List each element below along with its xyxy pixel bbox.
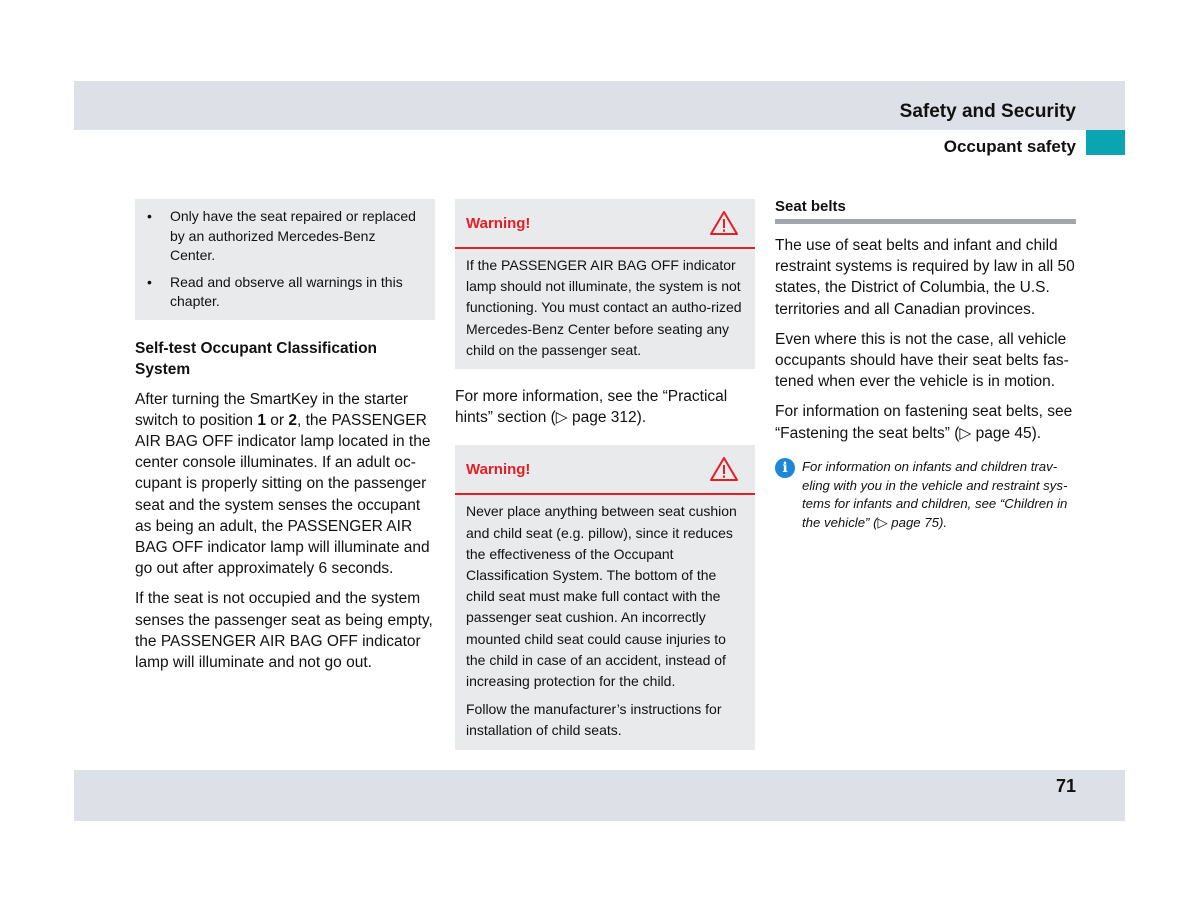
self-test-heading: Self-test Occupant Classification System [135, 339, 378, 378]
heading-rule [775, 219, 1076, 224]
column-3 [775, 199, 1076, 533]
seat-belt-motion-paragraph: Even where this is not the case, all vehicle occupants should have their seat belts fas-tened when ever the vehicle is in motion. [775, 330, 1069, 391]
section-title: Safety and Security [899, 101, 1076, 122]
warning-header [455, 199, 755, 249]
warning-header [455, 445, 755, 495]
warning-triangle-icon [709, 456, 739, 482]
info-note-text: For information on infants and children trav-eling with you in the vehicle and restraint sys-tems for infants and children, see “Children in the vehicle” (▷ page 75). [802, 458, 1068, 531]
warning-box [455, 445, 755, 749]
bullet-box [135, 199, 435, 320]
chapter-tab [1086, 130, 1125, 155]
bullet-text: Only have the seat repaired or replaced by an authorized Mercedes-Benz Center. [170, 208, 416, 263]
warning-body [455, 249, 755, 369]
warning-body [455, 495, 755, 749]
warning-box [455, 199, 755, 369]
warning-title: Warning! [466, 461, 531, 479]
bullet-dot: • [147, 208, 152, 224]
warning-title: Warning! [466, 215, 531, 232]
warning-text: Never place anything between seat cushion and child seat (e.g. pillow), since it reduces the effectiveness of the Occupant Classification System. The bottom of the child seat must make full contact with the passenger seat cushion. An incorrectly mounted child seat could cause injuries to the child in case of an accident, instead of increasing protection for the child. [466, 503, 737, 690]
info-note [775, 458, 1076, 533]
bullet-item [145, 273, 423, 312]
page-number: 71 [1055, 776, 1076, 796]
self-test-paragraph: After turning the SmartKey in the starter switch to position 1 or 2, the PASSENGER AIR BAG OFF indicator lamp located in the center console illuminates. If an adult oc-cupant is properly sitting on the passenger seat and the system senses the occupant as being an adult, the PASSENGER AIR BAG OFF indicator lamp will illuminate and go out after approximately 6 seconds. [135, 390, 431, 578]
seat-belt-law-paragraph: The use of seat belts and infant and child restraint systems is required by law in all 50 states, the District of Columbia, the U.S. territories and all Canadian provinces. [775, 237, 1075, 318]
info-icon: i [775, 458, 795, 478]
warning-text: Follow the manufacturer’s instructions for installation of child seats. [466, 701, 722, 739]
footer-band [74, 770, 1125, 821]
bullet-text: Read and observe all warnings in this chapter. [170, 273, 403, 309]
column-1 [135, 199, 435, 673]
empty-seat-paragraph: If the seat is not occupied and the system senses the passenger seat as being empty, the PASSENGER AIR BAG OFF indicator lamp will illuminate and not go out. [135, 590, 433, 671]
bullet-dot: • [147, 273, 152, 290]
subsection-title: Occupant safety [943, 137, 1076, 156]
warning-triangle-icon [709, 210, 739, 236]
fastening-paragraph: For information on fastening seat belts, see “Fastening the seat belts” (▷ page 45). [775, 403, 1073, 442]
warning-text: If the PASSENGER AIR BAG OFF indicator lamp should not illuminate, the system is not functioning. You must contact an autho-rized Mercedes-Benz Center before seating any child on the passenger seat. [466, 257, 742, 358]
more-info-paragraph: For more information, see the “Practical hints” section (▷ page 312). [455, 388, 728, 427]
bullet-item [145, 207, 423, 266]
column-2 [455, 199, 755, 750]
seat-belts-heading: Seat belts [775, 198, 846, 215]
